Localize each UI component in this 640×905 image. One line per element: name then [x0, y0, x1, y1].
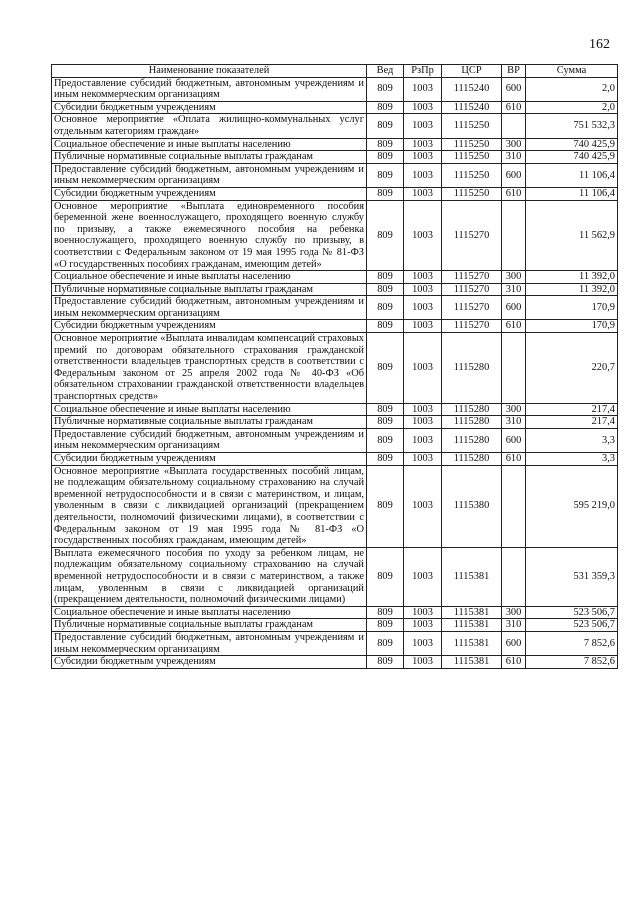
row-vr-cell: 310 [502, 416, 526, 429]
header-sum: Сумма [526, 65, 618, 78]
row-sum-cell: 751 532,3 [526, 114, 618, 138]
table-row [52, 631, 618, 655]
row-ved-cell: 809 [367, 656, 404, 669]
row-vr-cell [502, 114, 526, 138]
row-vr-cell: 600 [502, 428, 526, 452]
row-vr-cell: 600 [502, 296, 526, 320]
row-rzpr-cell: 1003 [404, 465, 442, 547]
row-ved-cell: 809 [367, 453, 404, 466]
row-vr-cell [502, 547, 526, 606]
row-sum-cell: 3,3 [526, 428, 618, 452]
row-rzpr-cell: 1003 [404, 77, 442, 101]
row-sum-cell: 523 506,7 [526, 619, 618, 632]
row-rzpr-cell: 1003 [404, 656, 442, 669]
row-csr-cell: 1115250 [442, 138, 502, 151]
row-sum-cell: 740 425,9 [526, 138, 618, 151]
row-sum-cell: 170,9 [526, 296, 618, 320]
row-vr-cell: 610 [502, 453, 526, 466]
row-vr-cell [502, 333, 526, 404]
header-csr: ЦСР [442, 65, 502, 78]
row-ved-cell: 809 [367, 101, 404, 114]
row-name-cell: Публичные нормативные социальные выплаты гражданам [52, 619, 367, 632]
row-ved-cell: 809 [367, 283, 404, 296]
row-csr-cell: 1115381 [442, 619, 502, 632]
row-rzpr-cell: 1003 [404, 187, 442, 200]
row-vr-cell: 300 [502, 138, 526, 151]
row-name-cell: Социальное обеспечение и иные выплаты населению [52, 271, 367, 284]
row-csr-cell: 1115270 [442, 200, 502, 271]
row-ved-cell: 809 [367, 320, 404, 333]
table-row [52, 606, 618, 619]
row-vr-cell: 610 [502, 656, 526, 669]
row-rzpr-cell: 1003 [404, 547, 442, 606]
row-csr-cell: 1115280 [442, 403, 502, 416]
header-ved: Вед [367, 65, 404, 78]
row-name-cell: Субсидии бюджетным учреждениям [52, 320, 367, 333]
row-rzpr-cell: 1003 [404, 163, 442, 187]
row-csr-cell: 1115280 [442, 428, 502, 452]
row-csr-cell: 1115240 [442, 77, 502, 101]
table-row [52, 271, 618, 284]
row-rzpr-cell: 1003 [404, 428, 442, 452]
table-header-row [52, 65, 618, 78]
row-sum-cell: 11 562,9 [526, 200, 618, 271]
row-name-cell: Субсидии бюджетным учреждениям [52, 187, 367, 200]
table-row [52, 428, 618, 452]
row-sum-cell: 7 852,6 [526, 631, 618, 655]
row-vr-cell: 610 [502, 187, 526, 200]
row-rzpr-cell: 1003 [404, 619, 442, 632]
row-name-cell: Предоставление субсидий бюджетным, автономным учреждениям и иным некоммерческим организациям [52, 77, 367, 101]
row-name-cell: Предоставление субсидий бюджетным, автономным учреждениям и иным некоммерческим организациям [52, 428, 367, 452]
row-sum-cell: 11 392,0 [526, 283, 618, 296]
row-rzpr-cell: 1003 [404, 606, 442, 619]
row-vr-cell: 300 [502, 403, 526, 416]
row-vr-cell: 600 [502, 77, 526, 101]
row-ved-cell: 809 [367, 465, 404, 547]
row-rzpr-cell: 1003 [404, 296, 442, 320]
row-ved-cell: 809 [367, 606, 404, 619]
row-csr-cell: 1115270 [442, 296, 502, 320]
table-row [52, 163, 618, 187]
row-sum-cell: 740 425,9 [526, 151, 618, 164]
table-row [52, 403, 618, 416]
row-csr-cell: 1115240 [442, 101, 502, 114]
row-ved-cell: 809 [367, 428, 404, 452]
row-vr-cell: 310 [502, 151, 526, 164]
table-row [52, 453, 618, 466]
row-rzpr-cell: 1003 [404, 283, 442, 296]
row-csr-cell: 1115250 [442, 163, 502, 187]
row-rzpr-cell: 1003 [404, 333, 442, 404]
row-name-cell: Предоставление субсидий бюджетным, автономным учреждениям и иным некоммерческим организациям [52, 296, 367, 320]
table-row [52, 656, 618, 669]
row-name-cell: Предоставление субсидий бюджетным, автономным учреждениям и иным некоммерческим организациям [52, 631, 367, 655]
row-vr-cell: 600 [502, 631, 526, 655]
row-csr-cell: 1115270 [442, 271, 502, 284]
row-sum-cell: 11 106,4 [526, 187, 618, 200]
row-sum-cell: 11 392,0 [526, 271, 618, 284]
row-sum-cell: 11 106,4 [526, 163, 618, 187]
row-rzpr-cell: 1003 [404, 101, 442, 114]
row-sum-cell: 7 852,6 [526, 656, 618, 669]
row-ved-cell: 809 [367, 114, 404, 138]
row-ved-cell: 809 [367, 271, 404, 284]
row-csr-cell: 1115280 [442, 453, 502, 466]
table-row [52, 101, 618, 114]
row-ved-cell: 809 [367, 403, 404, 416]
row-sum-cell: 595 219,0 [526, 465, 618, 547]
row-rzpr-cell: 1003 [404, 151, 442, 164]
table-row [52, 114, 618, 138]
row-name-cell: Основное мероприятие «Выплата инвалидам компенсаций страховых премий по договорам обязательного страхования гражданской ответственности владельцев транспортных средств в соответствии с Федеральным законом от 25 апреля 2002 года № 40-ФЗ «Об обязательном страховании гражданской ответственности владельцев транспортных средств» [52, 333, 367, 404]
header-rzpr: РзПр [404, 65, 442, 78]
row-name-cell: Основное мероприятие «Выплата государственных пособий лицам, не подлежащим обязательному социальному страхованию на случай временной нетрудоспособности и в связи с материнством, и лицам, уволенным в связи с ликвидацией организаций (прекращением деятельности, полномочий физическими лицами), в соответствии с Федеральным законом от 19 мая 1995 года № 81-ФЗ «О государственных пособиях гражданам, имеющим детей» [52, 465, 367, 547]
row-csr-cell: 1115250 [442, 187, 502, 200]
row-sum-cell: 531 359,3 [526, 547, 618, 606]
row-vr-cell: 610 [502, 101, 526, 114]
row-csr-cell: 1115270 [442, 320, 502, 333]
table-row [52, 77, 618, 101]
row-ved-cell: 809 [367, 296, 404, 320]
row-name-cell: Выплата ежемесячного пособия по уходу за ребенком лицам, не подлежащим обязательному социальному страхованию на случай временной нетрудоспособности и в связи с материнством, а также лицам, уволенным в связи с ликвидацией организаций (прекращением деятельности, полномочий физическими лицами) [52, 547, 367, 606]
row-csr-cell: 1115381 [442, 547, 502, 606]
row-name-cell: Социальное обеспечение и иные выплаты населению [52, 606, 367, 619]
table-row [52, 333, 618, 404]
row-name-cell: Публичные нормативные социальные выплаты гражданам [52, 416, 367, 429]
table-row [52, 465, 618, 547]
row-csr-cell: 1115280 [442, 333, 502, 404]
row-name-cell: Субсидии бюджетным учреждениям [52, 101, 367, 114]
table-row [52, 138, 618, 151]
row-sum-cell: 523 506,7 [526, 606, 618, 619]
row-vr-cell: 600 [502, 163, 526, 187]
header-name: Наименование показателей [52, 65, 367, 78]
row-rzpr-cell: 1003 [404, 271, 442, 284]
row-ved-cell: 809 [367, 187, 404, 200]
row-ved-cell: 809 [367, 547, 404, 606]
row-name-cell: Предоставление субсидий бюджетным, автономным учреждениям и иным некоммерческим организациям [52, 163, 367, 187]
row-ved-cell: 809 [367, 163, 404, 187]
row-ved-cell: 809 [367, 333, 404, 404]
row-csr-cell: 1115381 [442, 656, 502, 669]
row-name-cell: Основное мероприятие «Оплата жилищно-коммунальных услуг отдельным категориям граждан» [52, 114, 367, 138]
table-row [52, 296, 618, 320]
row-vr-cell [502, 465, 526, 547]
row-sum-cell: 2,0 [526, 101, 618, 114]
row-sum-cell: 217,4 [526, 416, 618, 429]
row-rzpr-cell: 1003 [404, 320, 442, 333]
row-ved-cell: 809 [367, 77, 404, 101]
table-row [52, 283, 618, 296]
row-sum-cell: 3,3 [526, 453, 618, 466]
table-row [52, 320, 618, 333]
table-row [52, 151, 618, 164]
row-name-cell: Публичные нормативные социальные выплаты гражданам [52, 151, 367, 164]
row-sum-cell: 2,0 [526, 77, 618, 101]
row-rzpr-cell: 1003 [404, 631, 442, 655]
row-rzpr-cell: 1003 [404, 453, 442, 466]
row-ved-cell: 809 [367, 138, 404, 151]
row-ved-cell: 809 [367, 151, 404, 164]
header-vr: ВР [502, 65, 526, 78]
row-csr-cell: 1115381 [442, 631, 502, 655]
table-row [52, 187, 618, 200]
table-row [52, 619, 618, 632]
row-rzpr-cell: 1003 [404, 114, 442, 138]
row-vr-cell: 300 [502, 606, 526, 619]
row-rzpr-cell: 1003 [404, 416, 442, 429]
row-vr-cell [502, 200, 526, 271]
table-row [52, 416, 618, 429]
row-csr-cell: 1115250 [442, 151, 502, 164]
row-csr-cell: 1115270 [442, 283, 502, 296]
row-name-cell: Социальное обеспечение и иные выплаты населению [52, 403, 367, 416]
row-name-cell: Основное мероприятие «Выплата единовременного пособия беременной жене военнослужащего, проходящего военную службу по призыву, а также ежемесячного пособия на ребенка военнослужащего, проходящего военную службу по призыву, в соответствии с Федеральным законом от 19 мая 1995 года № 81-ФЗ «О государственных пособиях гражданам, имеющим детей» [52, 200, 367, 271]
page-number: 162 [589, 37, 610, 52]
row-name-cell: Публичные нормативные социальные выплаты гражданам [52, 283, 367, 296]
row-csr-cell: 1115381 [442, 606, 502, 619]
row-csr-cell: 1115250 [442, 114, 502, 138]
row-sum-cell: 170,9 [526, 320, 618, 333]
row-ved-cell: 809 [367, 631, 404, 655]
row-csr-cell: 1115280 [442, 416, 502, 429]
row-vr-cell: 300 [502, 271, 526, 284]
table-row [52, 200, 618, 271]
row-vr-cell: 310 [502, 619, 526, 632]
row-rzpr-cell: 1003 [404, 138, 442, 151]
row-ved-cell: 809 [367, 416, 404, 429]
table-row [52, 547, 618, 606]
row-ved-cell: 809 [367, 200, 404, 271]
row-sum-cell: 217,4 [526, 403, 618, 416]
row-csr-cell: 1115380 [442, 465, 502, 547]
row-rzpr-cell: 1003 [404, 200, 442, 271]
row-vr-cell: 310 [502, 283, 526, 296]
budget-table [51, 64, 618, 669]
row-name-cell: Социальное обеспечение и иные выплаты населению [52, 138, 367, 151]
row-ved-cell: 809 [367, 619, 404, 632]
row-name-cell: Субсидии бюджетным учреждениям [52, 656, 367, 669]
row-rzpr-cell: 1003 [404, 403, 442, 416]
row-sum-cell: 220,7 [526, 333, 618, 404]
row-vr-cell: 610 [502, 320, 526, 333]
row-name-cell: Субсидии бюджетным учреждениям [52, 453, 367, 466]
